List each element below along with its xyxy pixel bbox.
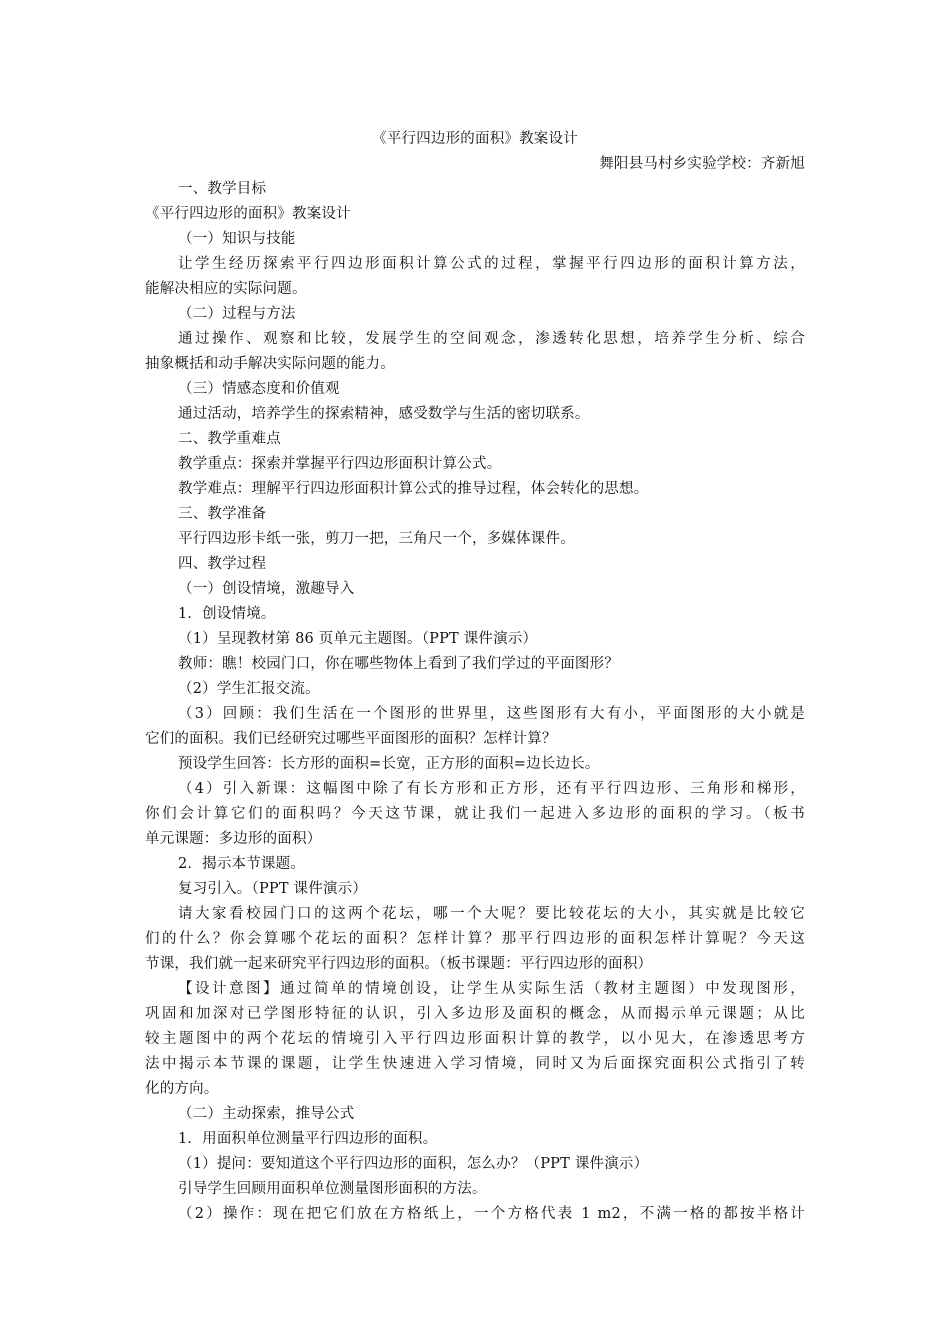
paragraph-line: 预设学生回答：长方形的面积=长宽，正方形的面积=边长边长。 [178,756,600,772]
paragraph-line: 复习引入。（PPT 课件演示） [178,881,368,897]
heading-preparation: 三、教学准备 [178,506,267,522]
paragraph-line: 单元课题：多边形的面积） [145,831,322,847]
paragraph-line: （1）提问：要知道这个平行四边形的面积，怎么办？（PPT 课件演示） [178,1156,649,1172]
paragraph-line: 教学重点：探索并掌握平行四边形面积计算公式。 [178,456,502,472]
paragraph-line: 巩固和加深对已学图形特征的认识，引入多边形及面积的概念，从而揭示单元课题；从比 [145,1006,805,1022]
paragraph-line: 法中揭示本节课的课题，让学生快速进入学习情境，同时又为后面探究面积公式指引了转 [145,1056,805,1072]
document-author: 舞阳县马村乡实验学校：齐新旭 [599,156,805,172]
heading-key-points: 二、教学重难点 [178,431,281,447]
paragraph-line: 节课，我们就一起来研究平行四边形的面积。（板书课题：平行四边形的面积） [145,956,653,972]
paragraph-line: 让学生经历探索平行四边形面积计算公式的过程，掌握平行四边形的面积计算方法， [178,256,805,272]
heading-procedure: 四、教学过程 [178,556,267,572]
paragraph-line: 引导学生回顾用面积单位测量图形面积的方法。 [178,1181,487,1197]
subheading-intro: （一）创设情境，激趣导入 [178,581,355,597]
paragraph-line: 抽象概括和动手解决实际问题的能力。 [145,356,395,372]
paragraph-line: 们的什么？你会算哪个花坛的面积？怎样计算？那平行四边形的面积怎样计算呢？今天这 [145,931,805,947]
heading-objectives: 一、教学目标 [178,181,267,197]
subheading-attitude: （三）情感态度和价值观 [178,381,340,397]
paragraph-line: （2）操作：现在把它们放在方格纸上，一个方格代表 1 m2，不满一格的都按半格计 [178,1206,805,1222]
design-intent-line: 【设计意图】通过简单的情境创设，让学生从实际生活（教材主题图）中发现图形， [178,981,805,997]
subheading-knowledge: （一）知识与技能 [178,231,296,247]
paragraph-line: 教学难点：理解平行四边形面积计算公式的推导过程，体会转化的思想。 [178,481,649,497]
subtitle-line: 《平行四边形的面积》教案设计 [145,206,351,222]
paragraph-line: 能解决相应的实际问题。 [145,281,307,297]
paragraph-line: 通过操作、观察和比较，发展学生的空间观念，渗透转化思想，培养学生分析、综合 [178,331,805,347]
paragraph-line: （1）呈现教材第 86 页单元主题图。（PPT 课件演示） [178,631,538,647]
paragraph-line: 化的方向。 [145,1081,219,1097]
paragraph-line: 平行四边形卡纸一张，剪刀一把，三角尺一个，多媒体课件。 [178,531,575,547]
document-title: 《平行四边形的面积》教案设计 [372,131,578,147]
subheading-explore: （二）主动探索，推导公式 [178,1106,355,1122]
paragraph-line: （3）回顾：我们生活在一个图形的世界里，这些图形有大有小，平面图形的大小就是 [178,706,805,722]
paragraph-line: 你们会计算它们的面积吗？今天这节课，就让我们一起进入多边形的面积的学习。（板书 [145,806,805,822]
paragraph-line: 它们的面积。我们已经研究过哪些平面图形的面积？怎样计算？ [145,731,557,747]
paragraph-line: 教师：瞧！校园门口，你在哪些物体上看到了我们学过的平面图形？ [178,656,619,672]
paragraph-line: 通过活动，培养学生的探索精神，感受数学与生活的密切联系。 [178,406,590,422]
subheading-process: （二）过程与方法 [178,306,296,322]
paragraph-line: 请大家看校园门口的这两个花坛，哪一个大呢？要比较花坛的大小，其实就是比较它 [178,906,805,922]
paragraph-line: 2．揭示本节课题。 [178,856,306,872]
paragraph-line: （2）学生汇报交流。 [178,681,320,697]
paragraph-line: 1．用面积单位测量平行四边形的面积。 [178,1131,438,1147]
paragraph-line: 较主题图中的两个花坛的情境引入平行四边形面积计算的教学，以小见大，在渗透思考方 [145,1031,805,1047]
paragraph-line: 1．创设情境。 [178,606,276,622]
paragraph-line: （4）引入新课：这幅图中除了有长方形和正方形，还有平行四边形、三角形和梯形， [178,781,805,797]
